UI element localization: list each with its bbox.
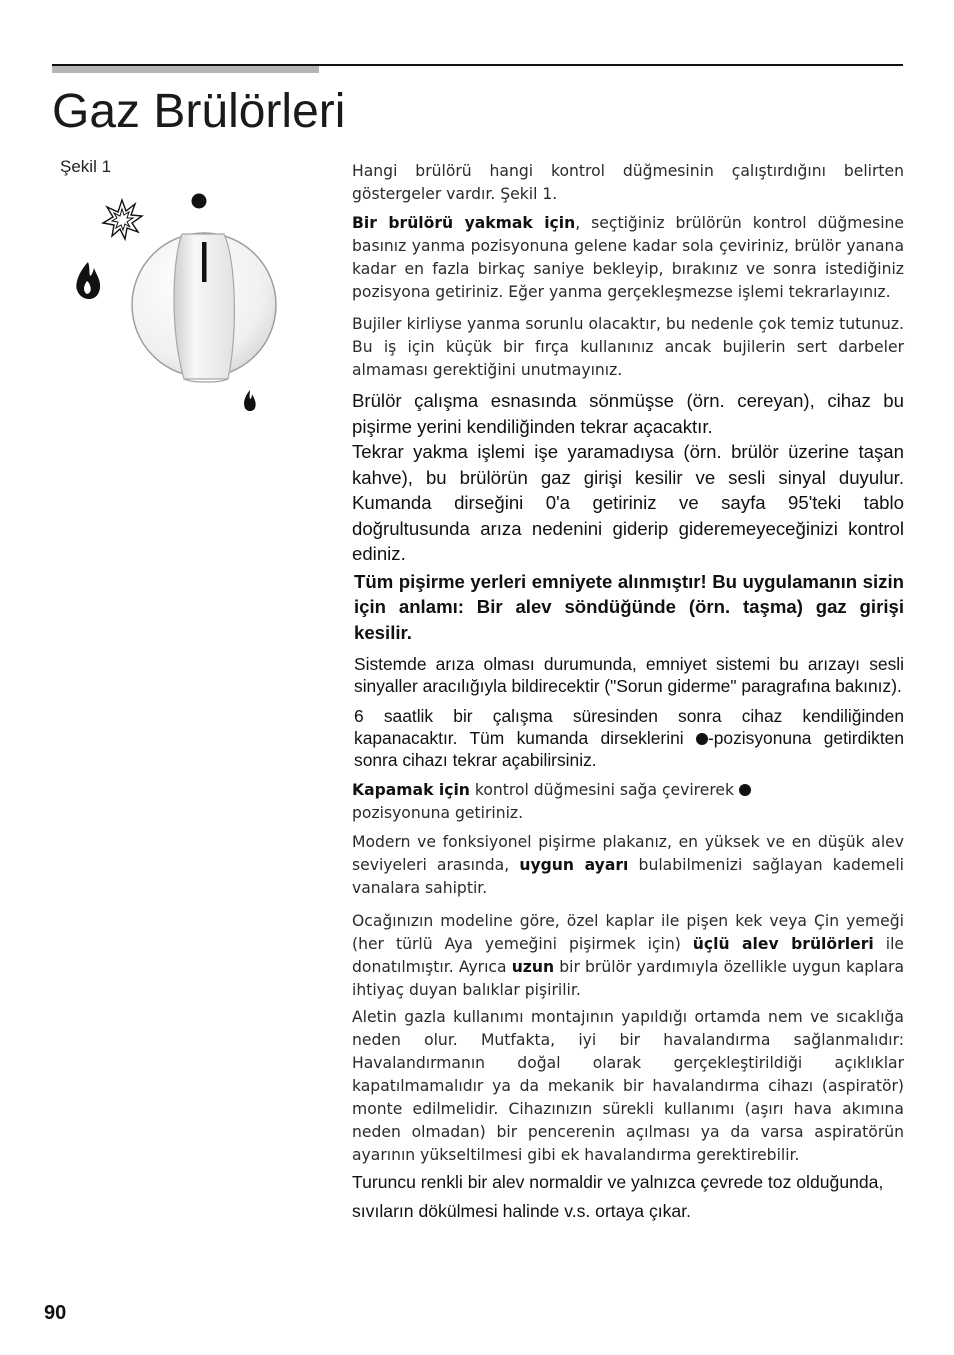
paragraph-spark-plugs: Bujiler kirliyse yanma sorunlu olacaktır, bu nedenle çok temiz tutunuz. Bu iş için küçük bir fırça kullanınız ancak bujilerin sert darbeler almaması gerektiğini unutmayınız. — [352, 315, 904, 379]
auto-off-text-b: -pozisyonuna getirdikten sonra cihazı tekrar açabilirsiniz. — [354, 728, 904, 770]
burner-text-a: Ocağınızın modeline göre, özel kaplar ile pişen kek veya Çin yemeği (her türlü Aya yemeğini pişirmek için) — [352, 912, 904, 953]
page-title: Gaz Brülörleri — [52, 85, 346, 138]
paragraph-gas-cutoff: Tekrar yakma işlemi işe yaramadıysa (örn. brülör üzerine taşan kahve), bu brülörün gaz girişi kesilir ve sesli sinyal duyulur. Kumanda dirseğini 0'a getiriniz ve sayfa 95'teki tablo doğrultusunda arıza nedenini giderip gideremeyeceğinizi kontrol ediniz. — [352, 441, 904, 564]
triple-flame-bold: üçlü alev brülörleri — [692, 935, 874, 953]
small-flame-icon — [244, 390, 256, 411]
paragraph-ventilation: Aletin gazla kullanımı montajının yapıldığı ortamda nem ve sıcaklığa neden olur. Mutfakta, iyi bir havalandırma sağlanmalıdır: Havalandırmanın doğal olarak gerçekleştirildiği açıklıklar kapatılmamalıdır ya da mekanik bir havalandırma cihazı (aspiratör) monte edilmelidir. Cihazınızın sürekli kullanımı (aşırı hava akımına neden olmadan) bir pencerenin açılması ya da varsa aspiratörün ayarının yükseltilmesi gibi ek havalandırma gerektirebilir. — [352, 1008, 904, 1164]
paragraph-reignition: Brülör çalışma esnasında sönmüşse (örn. cereyan), cihaz bu pişirme yerini kendiliğinden tekrar açacaktır. — [352, 390, 904, 437]
page-number: 90 — [44, 1302, 67, 1324]
turn-off-text: kontrol düğmesini sağa çevirerek — [469, 781, 735, 799]
ignite-heading: Bir brülörü yakmak için — [352, 214, 576, 232]
paragraph-indicators: Hangi brülörü hangi kontrol düğmesinin çalıştırdığını belirten göstergeler vardır. Şekil 1. — [352, 162, 904, 203]
turn-off-heading: Kapamak için — [352, 781, 470, 799]
control-knob — [132, 233, 276, 382]
burner-text-c: bir brülör yardımıyla özellikle uygun kaplara ihtiyaç duyan balıklar pişirilir. — [352, 958, 905, 999]
ignite-text: , seçtiğiniz brülörün kontrol düğmesine basınız yanma pozisyonuna gelene kadar sola çeviriniz, brülör yanana kadar en fazla birkaç saniye bekleyip, bırakınız ve sonra istediğiniz pozisyona getiriniz. Eğer yanma gerçekleşmezse işlemi tekrarlayınız. — [352, 214, 904, 301]
valves-text-b: bulabilmenizi sağlayan kademeli vanalara sahiptir. — [352, 856, 904, 897]
paragraph-turn-off — [352, 779, 904, 825]
body-text-column — [352, 160, 904, 1226]
paragraph-orange-flame: Turuncu renkli bir alev normaldir ve yalnızca çevrede toz olduğunda, sıvıların dökülmesi halinde v.s. ortaya çıkar. — [352, 1172, 884, 1221]
auto-off-text-a: 6 saatlik bir çalışma süresinden sonra cihaz kendiliğinden kapanacaktır. Tüm kumanda dirseklerini — [354, 706, 904, 748]
spark-icon — [103, 200, 142, 239]
valves-text-a: Modern ve fonksiyonel pişirme plakanız, en yüksek ve en düşük alev seviyeleri arasında, — [352, 833, 904, 874]
paragraph-ignite — [352, 212, 904, 304]
knob-figure — [60, 180, 300, 430]
off-dot-icon — [739, 784, 751, 796]
paragraph-valves — [352, 831, 904, 900]
header-accent-bar — [52, 66, 319, 73]
long-burner-bold: uzun — [511, 958, 555, 976]
off-dot-icon — [192, 194, 207, 209]
turn-off-end: pozisyonuna getiriniz. — [352, 804, 524, 822]
figure-label: Şekil 1 — [60, 157, 112, 176]
paragraph-safety-notice: Tüm pişirme yerleri emniyete alınmıştır! Bu uygulamanın sizin için anlamı: Bir alev söndüğünde (örn. taşma) gaz girişi kesilir. — [354, 570, 904, 643]
off-dot-icon — [696, 733, 708, 745]
paragraph-auto-off — [352, 705, 904, 771]
burner-text-b: ile donatılmıştır. Ayrıca — [352, 935, 904, 976]
paragraph-fault-signal: Sistemde arıza olması durumunda, emniyet sistemi bu arızayı sesli sinyaller aracılığıyla bildirecektir ("Sorun giderme" paragrafına bakınız). — [354, 654, 904, 696]
valves-bold: uygun ayarı — [519, 856, 629, 874]
paragraph-burner-types — [352, 910, 904, 1002]
